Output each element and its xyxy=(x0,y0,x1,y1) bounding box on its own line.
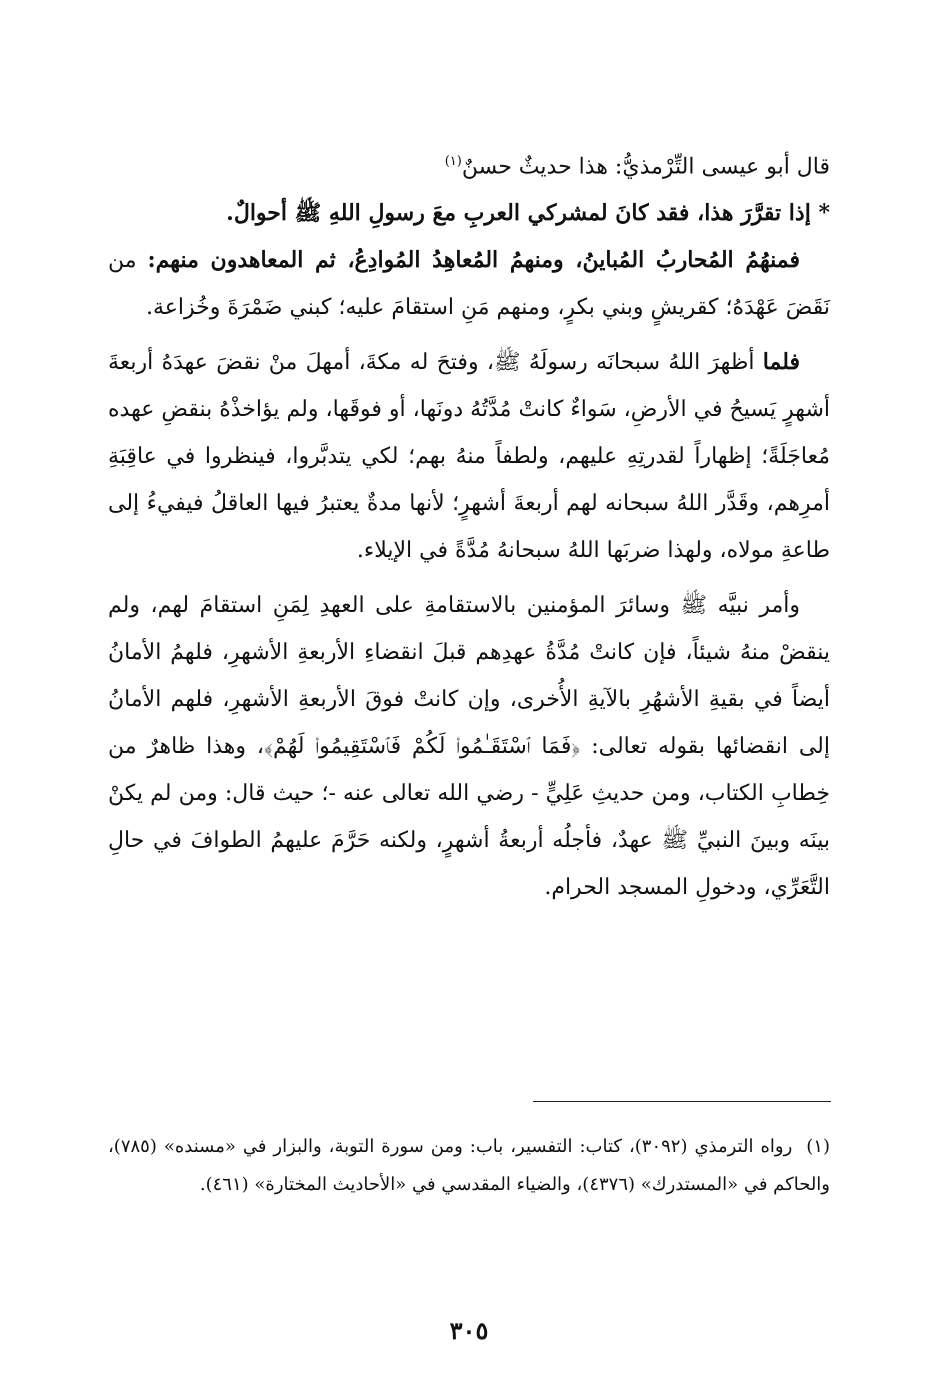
paragraph-1-lead: فمنهُمُ المُحاربُ المُباينُ، ومنهمُ المُعاهِدُ المُوادِعُ، ثم المعاهدون منهم: xyxy=(147,247,800,274)
footnote-reference: (١) xyxy=(444,154,462,169)
section-heading: * إذا تقرَّرَ هذا، فقد كانَ لمشركي العربِ معَ رسولِ اللهِ ﷺ أحوالٌ. xyxy=(226,200,830,227)
footnote-text: رواه الترمذي (٣٠٩٢)، كتاب: التفسير، باب: ومن سورة التوبة، والبزار في «مسنده» (٧٨٥)، والحاكم في «المستدرك» (٤٣٧٦)، والضياء المقدسي في «الأحاديث المختارة» (٤٦١). xyxy=(108,1136,830,1195)
paragraph-2-lead: فلما xyxy=(762,349,800,376)
footnote-divider xyxy=(533,1101,831,1102)
paragraph-2-text: أظهرَ اللهُ سبحانَه رسولَهُ ﷺ، وفتحَ له مكةَ، أمهلَ منْ نقضَ عهدَهُ أربعةَ أشهرٍ يَسيحُ في الأرضِ، سَواءٌ كانتْ مُدَّتُهُ دونَها، أو فوقَها، ولم يؤاخذْهُ بنقضِ عهده مُعاجَلَةً؛ إظهاراً لقدرتِهِ عليهم، ولطفاً منهُ بهم؛ لكي يتدبَّروا، فينظروا في عاقِبَةِ أمرِهم، وقَدَّر اللهُ سبحانه لهم أربعةَ أشهرٍ؛ لأنها مدةٌ يعتبرُ فيها العاقلُ فيفيءُ إلى طاعةِ مولاه، ولهذا ضربَها اللهُ سبحانهُ مُدَّةً في الإيلاء. xyxy=(108,350,830,564)
footnote-item xyxy=(108,1128,830,1204)
page-number: ٣٠٥ xyxy=(449,1316,489,1345)
paragraph-1-text: من نَقَضَ عَهْدَهُ؛ كقريشٍ وبني بكرٍ، ومنهم مَنِ استقامَ عليه؛ كبني ضَمْرَةَ وخُزاعة. xyxy=(108,248,830,321)
paragraph-2 xyxy=(108,339,830,574)
paragraph-3 xyxy=(108,582,830,911)
intro-text: قال أبو عيسى التِّرْمذيُّ: هذا حديثٌ حسنٌ xyxy=(461,154,830,180)
main-text xyxy=(108,138,830,919)
footnote-number: (١) xyxy=(806,1136,830,1157)
intro-line xyxy=(108,138,830,190)
footnotes xyxy=(108,1128,830,1204)
paragraph-1 xyxy=(108,237,830,331)
paragraph-3-text: وأمر نبيَّه ﷺ وسائرَ المؤمنين بالاستقامةِ على العهدِ لِمَنِ استقامَ لهم، ولم ينقضْ منهُ شيئاً، فإن كانتْ مُدَّةُ عهدِهم قبلَ انقضاءِ الأربعةِ الأشهرِ، فلهمُ الأمانُ أيضاً في بقيةِ الأشهُرِ بالآيةِ الأُخرى، وإن كانتْ فوقَ الأربعةِ الأشهرِ، فلهم الأمانُ إلى انقضائها بقوله تعالى: ﴿فَمَا ٱسْتَقَـٰمُوا۟ لَكُمْ فَٱسْتَقِيمُوا۟ لَهُمْ﴾، وهذا ظاهرٌ من خِطابِ الكتاب، ومن حديثِ عَلِيٍّ - رضي الله تعالى عنه -؛ حيث قال: ومن لم يكنْ بينَه وبينَ النبيِّ ﷺ عهدٌ، فأجلُه أربعةُ أشهرٍ، ولكنه حَرَّمَ عليهمُ الطوافَ في حالِ التَّعَرِّي، ودخولِ المسجد الحرام. xyxy=(108,593,830,901)
